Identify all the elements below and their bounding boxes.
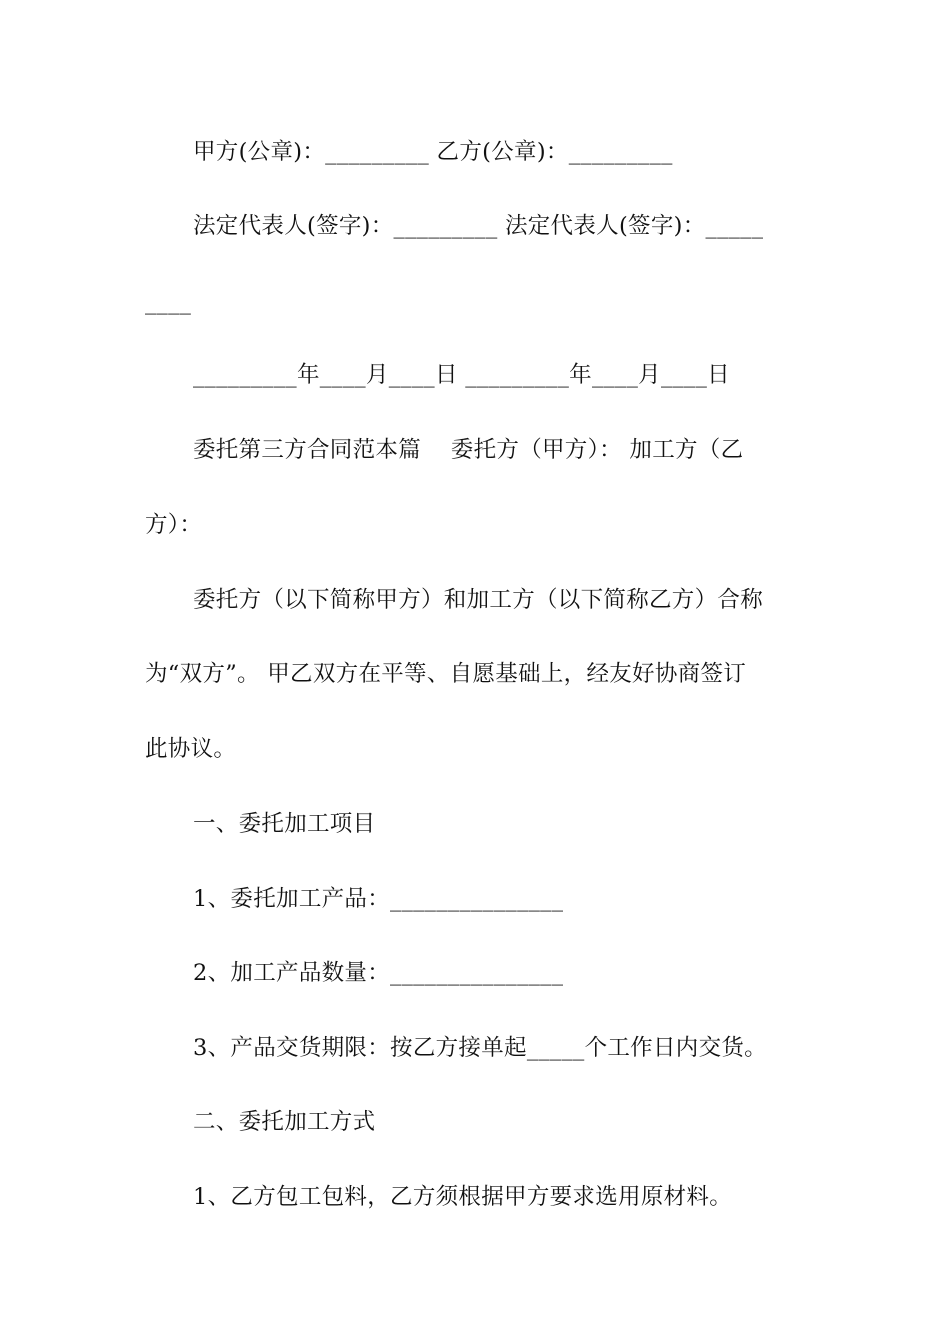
seal-line: 甲方(公章)：_________ 乙方(公章)：_________ [193,139,673,165]
contract-heading-continued: 方）： [145,512,203,538]
section-heading-1: 一、委托加工项目 [193,811,376,837]
clause-2-1: 1、乙方包工包料，乙方须根据甲方要求选用原材料。 [193,1184,733,1210]
clause-1-3: 3、产品交货期限：按乙方接单起_____个工作日内交货。 [193,1035,767,1061]
clause-1-2: 2、加工产品数量：_______________ [193,960,564,986]
intro-paragraph-line-1: 委托方（以下简称甲方）和加工方（以下简称乙方）合称 [193,587,764,613]
section-heading-2: 二、委托加工方式 [193,1109,376,1135]
intro-paragraph-line-2: 为“双方”。 甲乙双方在平等、自愿基础上，经友好协商签订 [145,661,747,687]
intro-paragraph-line-3: 此协议。 [145,736,237,762]
date-line: _________年____月____日 _________年____月____日 [193,362,730,388]
signature-line-continued: ____ [145,289,192,315]
clause-1-1: 1、委托加工产品：_______________ [193,886,564,912]
contract-heading-line: 委托第三方合同范本篇 委托方（甲方）： 加工方（乙 [193,437,744,463]
signature-line: 法定代表人(签字)：_________ 法定代表人(签字)：_____ [193,213,764,239]
